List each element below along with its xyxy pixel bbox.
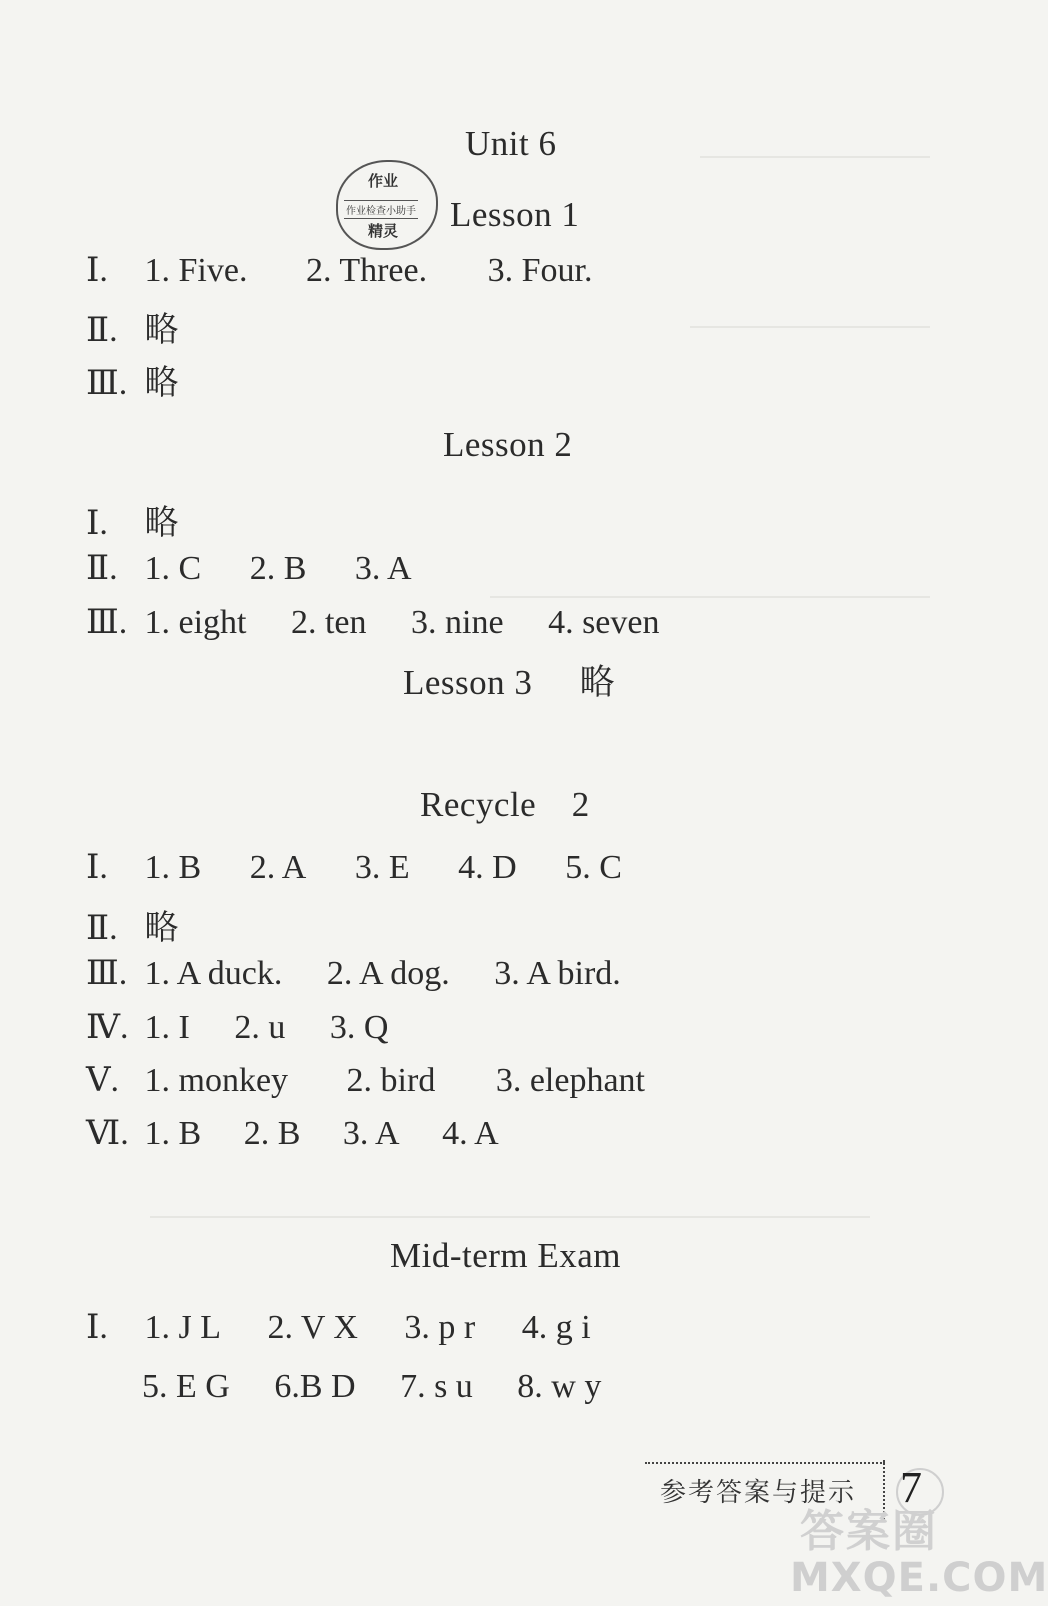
- numeral: Ⅱ.: [86, 910, 118, 947]
- answer: 3. Four.: [487, 252, 593, 289]
- answer: 3. p r: [404, 1309, 476, 1346]
- numeral: Ⅵ.: [86, 1115, 129, 1152]
- answer: 1. B: [144, 1115, 202, 1152]
- numeral: Ⅰ.: [86, 505, 108, 542]
- lesson3-line: [403, 655, 615, 705]
- answer: 1. B: [144, 849, 202, 886]
- recycle2-title: Recycle 2: [420, 785, 590, 824]
- answer: 3. nine: [411, 604, 504, 641]
- answer: 7. s u: [400, 1368, 473, 1405]
- answer: 2. B: [243, 1115, 301, 1152]
- answer: 2. A: [249, 849, 307, 886]
- numeral: Ⅲ.: [86, 955, 128, 992]
- answer: 略: [144, 910, 179, 947]
- answer: 1. I: [144, 1009, 190, 1046]
- lesson2-title: Lesson 2: [443, 425, 573, 464]
- lesson2-row-II: [86, 548, 412, 588]
- answer: 2. A dog.: [326, 955, 450, 992]
- numeral: Ⅱ.: [86, 550, 118, 587]
- answer: 2. B: [249, 550, 307, 587]
- page-number: 7: [900, 1463, 922, 1512]
- midterm-row-I-1: [86, 1307, 591, 1347]
- lesson1-row-III: [86, 355, 179, 404]
- watermark-url: MXQE.COM: [790, 1555, 1048, 1601]
- stamp-line-3: 精灵: [368, 222, 399, 240]
- answer: 1. monkey: [144, 1062, 289, 1099]
- numeral: Ⅴ.: [86, 1062, 120, 1099]
- answer: 2. ten: [290, 604, 367, 641]
- numeral: Ⅲ.: [86, 365, 128, 402]
- answer: 8. w y: [517, 1368, 602, 1405]
- answer: 2. V X: [267, 1309, 358, 1346]
- answer: 略: [144, 365, 179, 402]
- bleed-through-4: [150, 1190, 870, 1218]
- answer: 略: [144, 505, 179, 542]
- answer: 5. C: [565, 849, 622, 886]
- numeral: Ⅲ.: [86, 604, 128, 641]
- midterm-title: Mid-term Exam: [390, 1236, 622, 1275]
- answer: 1. A duck.: [144, 955, 283, 992]
- answer: 3. Q: [329, 1009, 389, 1046]
- answer: 2. Three.: [305, 252, 428, 289]
- answer: 5. E G: [142, 1368, 230, 1405]
- footer-rule: [645, 1462, 885, 1464]
- numeral: Ⅱ.: [86, 312, 118, 349]
- numeral: Ⅳ.: [86, 1009, 129, 1046]
- answer: 4. D: [458, 849, 517, 886]
- midterm-row-I-2: [142, 1368, 601, 1406]
- answer: 4. seven: [548, 604, 660, 641]
- answer: 1. C: [144, 550, 202, 587]
- answer: 3. E: [354, 849, 410, 886]
- stamp-logo: [336, 160, 438, 250]
- recycle2-row-II: [86, 900, 179, 949]
- numeral: Ⅰ.: [86, 849, 108, 886]
- stamp-line-1: 作业: [368, 172, 399, 190]
- footer-label: 参考答案与提示: [660, 1478, 857, 1508]
- recycle2-row-V: [86, 1060, 645, 1100]
- answer: 6.B D: [274, 1368, 356, 1405]
- answer: 1. J L: [144, 1309, 221, 1346]
- recycle2-row-III: [86, 953, 621, 993]
- bleed-through-3: [490, 570, 930, 598]
- answer: 略: [144, 312, 179, 349]
- answer: 1. Five.: [144, 252, 248, 289]
- watermark-brand: 答案圈: [800, 1506, 938, 1557]
- lesson2-row-III: [86, 602, 660, 642]
- answer: 3. A: [342, 1115, 400, 1152]
- answer: 3. A: [354, 550, 412, 587]
- lesson1-row-I: [86, 250, 592, 290]
- lesson3-title: Lesson 3: [403, 663, 533, 702]
- bleed-through-1: [700, 130, 930, 158]
- numeral: Ⅰ.: [86, 252, 108, 289]
- answer: 3. elephant: [495, 1062, 645, 1099]
- unit-title: Unit 6: [465, 124, 557, 163]
- bleed-through-2: [690, 300, 930, 328]
- answer: 4. g i: [521, 1309, 591, 1346]
- answer: 2. u: [234, 1009, 286, 1046]
- lesson2-row-I: [86, 495, 179, 544]
- recycle2-row-VI: [86, 1113, 499, 1153]
- stamp-line-2: 作业检查小助手: [344, 200, 418, 219]
- answer: 1. eight: [144, 604, 247, 641]
- answer: 3. A bird.: [494, 955, 621, 992]
- recycle2-row-IV: [86, 1007, 388, 1047]
- numeral: Ⅰ.: [86, 1309, 108, 1346]
- lesson3-answer: 略: [579, 663, 616, 702]
- lesson1-title: Lesson 1: [450, 195, 580, 234]
- answer: 4. A: [442, 1115, 499, 1152]
- answer: 2. bird: [346, 1062, 436, 1099]
- recycle2-row-I: [86, 847, 622, 887]
- lesson1-row-II: [86, 302, 179, 351]
